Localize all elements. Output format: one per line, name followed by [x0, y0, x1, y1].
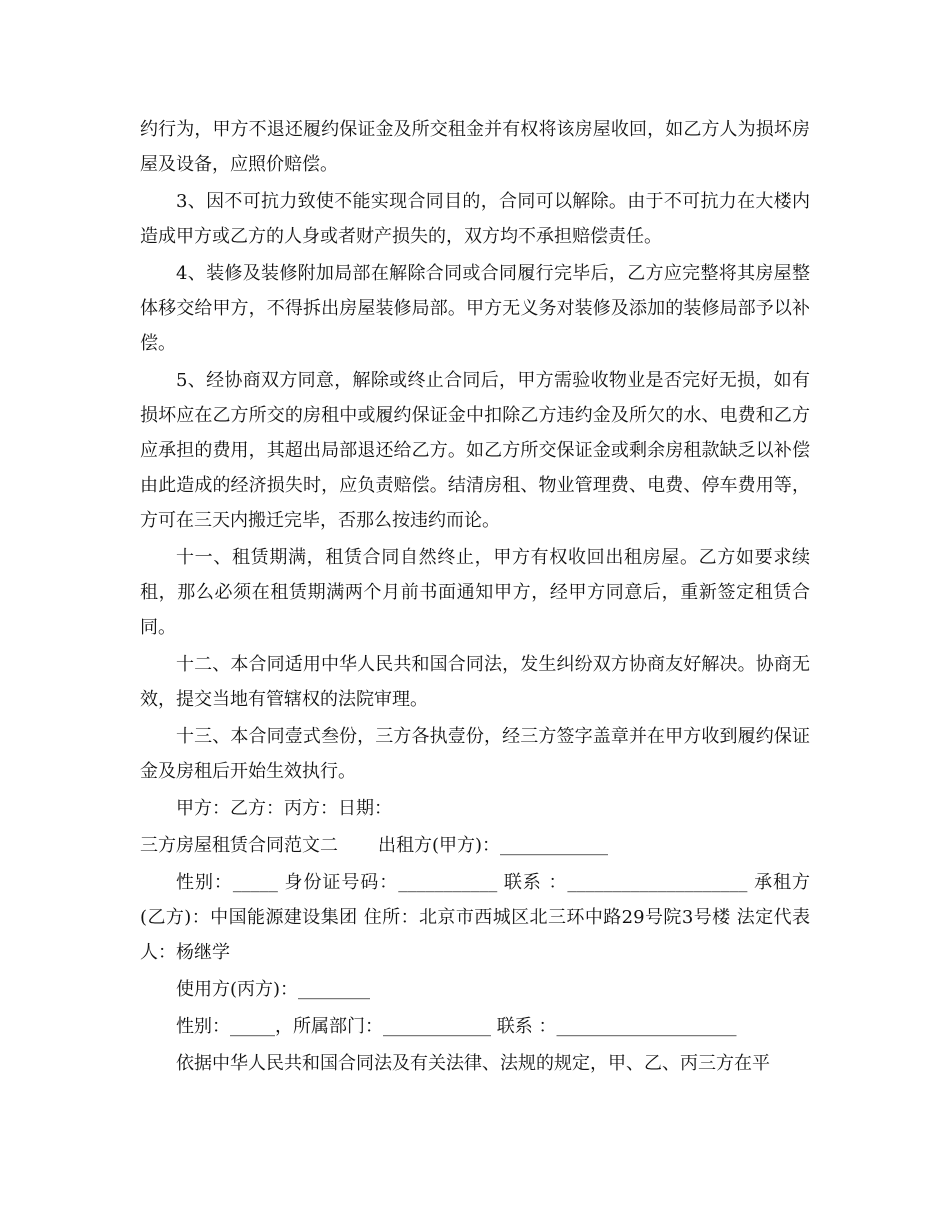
paragraph-user-party: 使用方(丙方)：________: [176, 979, 371, 1000]
paragraph-clause-13: 十三、本合同壹式叁份，三方各执壹份，经三方签字盖章并在甲方收到履约保证金及房租后开始生效执行。: [140, 726, 810, 782]
paragraph-breach-clause: 约行为，甲方不退还履约保证金及所交租金并有权将该房屋收回，如乙方人为损坏房屋及设备，应照价赔偿。: [140, 119, 810, 175]
paragraph-basis: 依据中华人民共和国合同法及有关法律、法规的规定，甲、乙、丙三方在平: [176, 1053, 770, 1074]
sample-title: 三方房屋租赁合同范文二: [140, 835, 338, 856]
heading-line: [140, 828, 810, 863]
paragraph-termination: 5、经协商双方同意，解除或终止合同后，甲方需验收物业是否完好无损，如有损坏应在乙方所交的房租中或履约保证金中扣除乙方违约金及所欠的水、电费和乙方应承担的费用，其超出局部退还给乙方。如乙方所交保证金或剩余房租款缺乏以补偿由此造成的经济损失时，应负责赔偿。结清房租、物业管理费、电费、停车费用等，方可在三天内搬迁完毕，否那么按违约而论。: [140, 370, 810, 531]
paragraph-signatures: 甲方：乙方：丙方：日期：: [176, 798, 392, 819]
paragraph-parties: 性别：_____ 身份证号码：___________ 联系 ：____________________ 承租方(乙方)：中国能源建设集团 住所：北京市西城区北三环中路29号院3号楼 法定代表人：杨继学: [140, 872, 810, 963]
paragraph-clause-11: 十一、租赁期满，租赁合同自然终止，甲方有权收回出租房屋。乙方如要求续租，那么必须在租赁期满两个月前书面通知甲方，经甲方同意后，重新签定租赁合同。: [140, 547, 810, 638]
document-page: [140, 112, 810, 1083]
paragraph-force-majeure: 3、因不可抗力致使不能实现合同目的，合同可以解除。由于不可抗力在大楼内造成甲方或乙方的人身或者财产损失的，双方均不承担赔偿责任。: [140, 191, 810, 247]
paragraph-clause-12: 十二、本合同适用中华人民共和国合同法，发生纠纷双方协商友好解决。协商无效，提交当地有管辖权的法院审理。: [140, 654, 810, 710]
paragraph-decoration: 4、装修及装修附加局部在解除合同或合同履行完毕后，乙方应完整将其房屋整体移交给甲方，不得拆出房屋装修局部。甲方无义务对装修及添加的装修局部予以补偿。: [140, 263, 810, 354]
lessor-field: 出租方(甲方)：____________: [378, 835, 609, 856]
paragraph-user-details: 性别：_____，所属部门：____________ 联系 ：____________________: [176, 1016, 737, 1037]
